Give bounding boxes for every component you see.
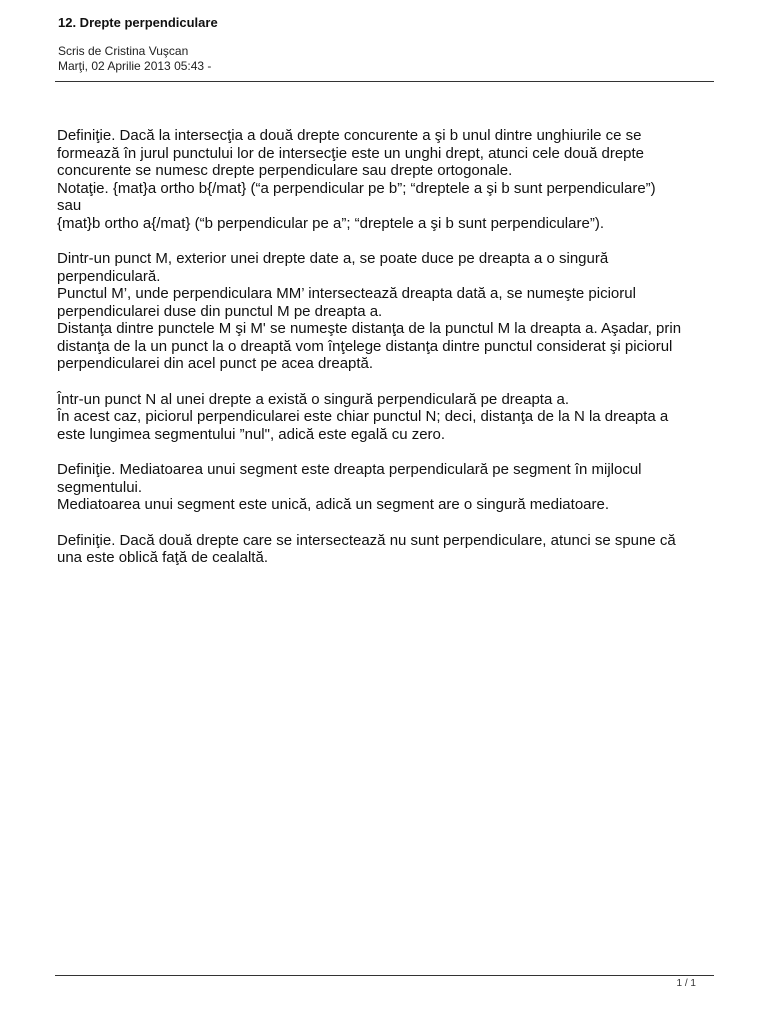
text-line: perpendicularei duse din punctul M pe dreapta a. (57, 302, 383, 320)
text-line: concurente se numesc drepte perpendiculare sau drepte ortogonale. (57, 162, 513, 179)
text-line: În acest caz, piciorul perpendicularei este chiar punctul N; deci, distanţa de la N la dreapta a (57, 408, 669, 425)
page-number: 1 / 1 (676, 978, 696, 989)
text-line: sau (57, 197, 82, 214)
text-line: Dintr-un punct M, exterior unei drepte date a, se poate duce pe dreapta a o singură (57, 250, 609, 267)
paragraph-definition-oblique (57, 532, 717, 567)
text-line: una este oblică faţă de cealaltă. (57, 549, 268, 566)
text-line: Punctul M’, unde perpendiculara MM’ intersectează dreapta dată a, se numeşte piciorul (57, 285, 636, 302)
footer-divider (55, 975, 714, 976)
text-line: Notaţie. {mat}a ortho b{/mat} (“a perpendicular pe b”; “dreptele a şi b sunt perpendiculare”) (57, 179, 656, 197)
author-line: Scris de Cristina Vuşcan (58, 44, 189, 58)
text-line: distanţa de la un punct la o dreaptă vom înţelege distanţa dintre punctul considerat şi piciorul (57, 337, 673, 355)
document-header (58, 14, 714, 74)
header-divider (55, 81, 714, 82)
text-line: formează în jurul punctului lor de intersecţie este un unghi drept, atunci cele două drepte (57, 144, 645, 162)
document-body (57, 127, 717, 585)
text-line: segmentului. (57, 478, 143, 496)
text-line: {mat}b ortho a{/mat} (“b perpendicular pe a”; “dreptele a şi b sunt perpendiculare”). (57, 214, 604, 232)
paragraph-definition-mediator (57, 461, 717, 514)
text-line: Într-un punct N al unei drepte a există o singură perpendiculară pe dreapta a. (57, 390, 569, 408)
text-line: Definiţie. Dacă la intersecţia a două drepte concurente a şi b unul dintre unghiurile ce se (57, 127, 642, 144)
text-line: Definiţie. Mediatoarea unui segment este dreapta perpendiculară pe segment în mijlocul (57, 461, 642, 478)
document-meta (58, 44, 714, 74)
paragraph-point-on-line (57, 391, 717, 444)
text-line: perpendiculară. (57, 267, 161, 285)
paragraph-definition-perpendicular (57, 127, 717, 232)
text-line: Mediatoarea unui segment este unică, adică un segment are o singură mediatoare. (57, 496, 610, 513)
paragraph-point-exterior (57, 250, 717, 373)
text-line: Distanţa dintre punctele M şi M' se numeşte distanţa de la punctul M la dreapta a. Aşadar, prin (57, 320, 682, 337)
document-title: 12. Drepte perpendiculare (58, 15, 218, 30)
text-line: Definiţie. Dacă două drepte care se intersectează nu sunt perpendiculare, atunci se spune că (57, 531, 676, 549)
text-line: perpendicularei din acel punct pe acea dreaptă. (57, 355, 374, 372)
text-line: este lungimea segmentului ”nul", adică este egală cu zero. (57, 425, 446, 443)
date-line: Marţi, 02 Aprilie 2013 05:43 - (58, 59, 212, 73)
